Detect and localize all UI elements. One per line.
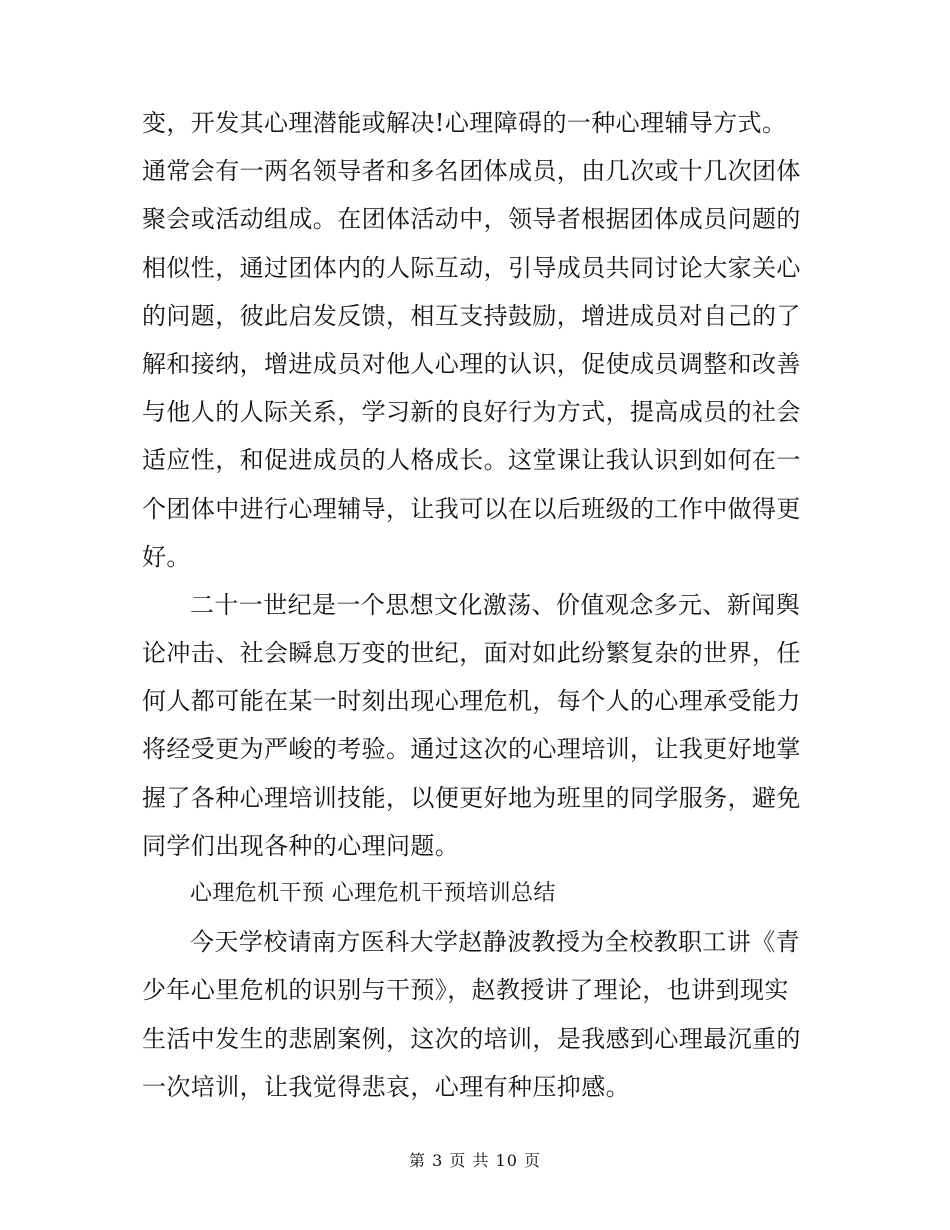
text-line: 好。 bbox=[142, 542, 191, 571]
text-line: 个团体中进行心理辅导，让我可以在以后班级的工作中做得更 bbox=[142, 494, 801, 523]
text-line: 与他人的人际关系，学习新的良好行为方式，提高成员的社会 bbox=[142, 398, 801, 427]
text-line: 变，开发其心理潜能或解决!心理障碍的一种心理辅导方式。 bbox=[142, 109, 787, 137]
text-line: 今天学校请南方医科大学赵静波教授为全校教职工讲《青 bbox=[190, 928, 800, 957]
text-line: 生活中发生的悲剧案例，这次的培训，是我感到心理最沉重的 bbox=[142, 1024, 801, 1053]
text-line: 同学们出现各种的心理问题。 bbox=[142, 831, 460, 860]
text-line: 何人都可能在某一时刻出现心理危机，每个人的心理承受能力 bbox=[142, 687, 801, 716]
text-line: 聚会或活动组成。在团体活动中，领导者根据团体成员问题的 bbox=[142, 205, 801, 234]
text-line: 少年心里危机的识别与干预》，赵教授讲了理论，也讲到现实 bbox=[142, 976, 789, 1005]
text-line: 二十一世纪是一个思想文化激荡、价值观念多元、新闻舆 bbox=[190, 590, 800, 619]
text-line: 的问题，彼此启发反馈，相互支持鼓励，增进成员对自己的了 bbox=[142, 301, 801, 330]
text-line: 适应性，和促进成员的人格成长。这堂课让我认识到如何在一 bbox=[142, 446, 801, 475]
text-line: 论冲击、社会瞬息万变的世纪，面对如此纷繁复杂的世界，任 bbox=[142, 639, 801, 668]
text-line: 相似性，通过团体内的人际互动，引导成员共同讨论大家关心 bbox=[142, 253, 801, 282]
text-line: 握了各种心理培训技能，以便更好地为班里的同学服务，避免 bbox=[142, 783, 801, 812]
document-body bbox=[142, 99, 810, 1111]
section-heading: 心理危机干预 心理危机干预培训总结 bbox=[190, 881, 556, 906]
text-line: 解和接纳，增进成员对他人心理的认识，促使成员调整和改善 bbox=[142, 349, 801, 378]
page-number-footer: 第 3 页 共 10 页 bbox=[409, 1151, 541, 1170]
text-line: 通常会有一两名领导者和多名团体成员，由几次或十几次团体 bbox=[142, 157, 801, 186]
text-line: 将经受更为严峻的考验。通过这次的心理培训，让我更好地掌 bbox=[142, 735, 801, 764]
text-line: 一次培训，让我觉得悲哀，心理有种压抑感。 bbox=[142, 1072, 630, 1101]
